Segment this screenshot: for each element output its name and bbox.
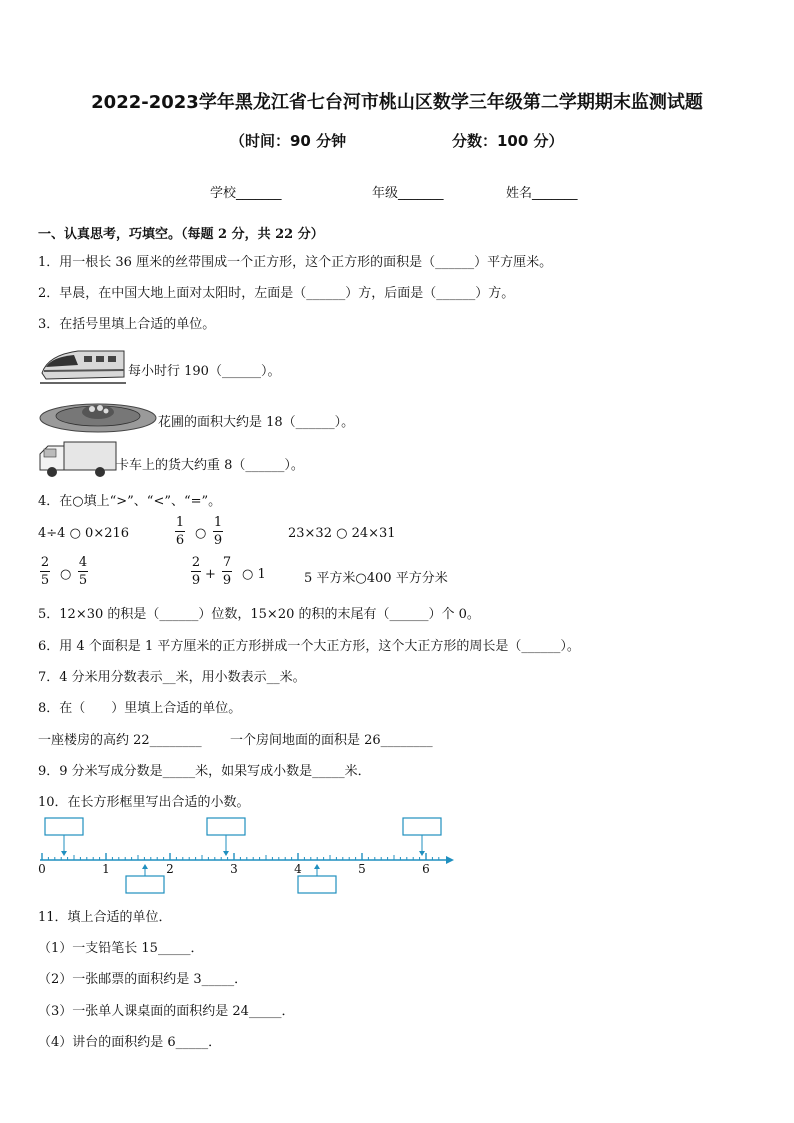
question-11: 11．填上合适的单位． [38, 910, 172, 925]
number-line-label: 4 [294, 862, 302, 876]
question-9: 9．9 分米写成分数是_____米，如果写成小数是_____米． [38, 764, 371, 779]
question-11-4: （4）讲台的面积约是 6_____． [38, 1035, 222, 1050]
exam-time: （时间：90 分钟 [230, 132, 347, 150]
compare-circle: ○ [60, 567, 72, 582]
section-heading: 一、认真思考，巧填空。（每题 2 分，共 22 分） [38, 227, 324, 242]
truck-image [38, 440, 118, 480]
question-2: 2．早晨，在中国大地上面对太阳时，左面是（______）方，后面是（______）方。 [38, 286, 515, 301]
question-1: 1．用一根长 36 厘米的丝带围成一个正方形，这个正方形的面积是（______）平方厘米。 [38, 255, 553, 270]
question-7: 7．4 分米用分数表示__米，用小数表示__米。 [38, 670, 306, 685]
question-8a: 一座楼房的高约 22________ [38, 733, 202, 748]
question-3c: 卡车上的货大约重 8（______）。 [116, 458, 304, 473]
number-line-label: 0 [38, 862, 46, 876]
question-6: 6．用 4 个面积是 1 平方厘米的正方形拼成一个大正方形，这个大正方形的周长是（______）。 [38, 639, 580, 654]
number-line-label: 2 [166, 862, 174, 876]
grade-field: 年级_______ [372, 186, 444, 201]
number-line-label: 3 [230, 862, 238, 876]
train-image [38, 343, 128, 387]
fraction-2-5: 2 5 [40, 555, 50, 588]
fraction-2-9: 2 9 [191, 555, 201, 588]
fraction-7-9: 7 9 [222, 555, 232, 588]
school-field: 学校_______ [210, 186, 282, 201]
compare-circle: ○ [195, 526, 207, 541]
question-11-1: （1）一支铅笔长 15_____． [38, 941, 204, 956]
question-4c: 23×32 ○ 24×31 [288, 526, 396, 541]
answer-box[interactable] [403, 818, 441, 835]
exam-score: 分数：100 分） [452, 132, 564, 150]
plus-sign: + [205, 567, 216, 582]
fraction-1-9: 1 9 [213, 515, 223, 548]
question-8: 8．在（ ）里填上合适的单位。 [38, 701, 242, 716]
answer-box[interactable] [126, 876, 164, 893]
answer-box[interactable] [298, 876, 336, 893]
question-5: 5．12×30 的积是（______）位数，15×20 的积的末尾有（______）个 0。 [38, 607, 480, 622]
answer-box[interactable] [207, 818, 245, 835]
fraction-1-6: 1 6 [175, 515, 185, 548]
question-4: 4．在○填上“>”、“<”、“=”。 [38, 494, 222, 509]
number-line-label: 6 [422, 862, 430, 876]
number-line-labels [38, 862, 430, 876]
question-4f: 5 平方米○400 平方分米 [304, 571, 448, 586]
question-11-3: （3）一张单人课桌面的面积约是 24_____． [38, 1004, 295, 1019]
number-line [30, 814, 460, 898]
question-3a: 每小时行 190（______）。 [128, 364, 281, 379]
question-3: 3．在括号里填上合适的单位。 [38, 317, 216, 332]
number-line-label: 5 [358, 862, 366, 876]
fraction-4-5: 4 5 [78, 555, 88, 588]
question-4a: 4÷4 ○ 0×216 [38, 526, 130, 541]
number-line-ticks [42, 853, 439, 860]
arrow-icon [446, 856, 454, 864]
compare-one: ○ 1 [242, 567, 266, 582]
page-title: 2022-2023学年黑龙江省七台河市桃山区数学三年级第二学期期末监测试题 [91, 92, 703, 113]
question-11-2: （2）一张邮票的面积约是 3_____． [38, 972, 248, 987]
question-10: 10．在长方形框里写出合适的小数。 [38, 795, 250, 810]
question-3b: 花圃的面积大约是 18（______）。 [158, 415, 355, 430]
flowerbed-image [38, 396, 158, 436]
number-line-label: 1 [102, 862, 110, 876]
name-field: 姓名_______ [506, 186, 578, 201]
answer-box[interactable] [45, 818, 83, 835]
question-8b: 一个房间地面的面积是 26________ [230, 733, 433, 748]
